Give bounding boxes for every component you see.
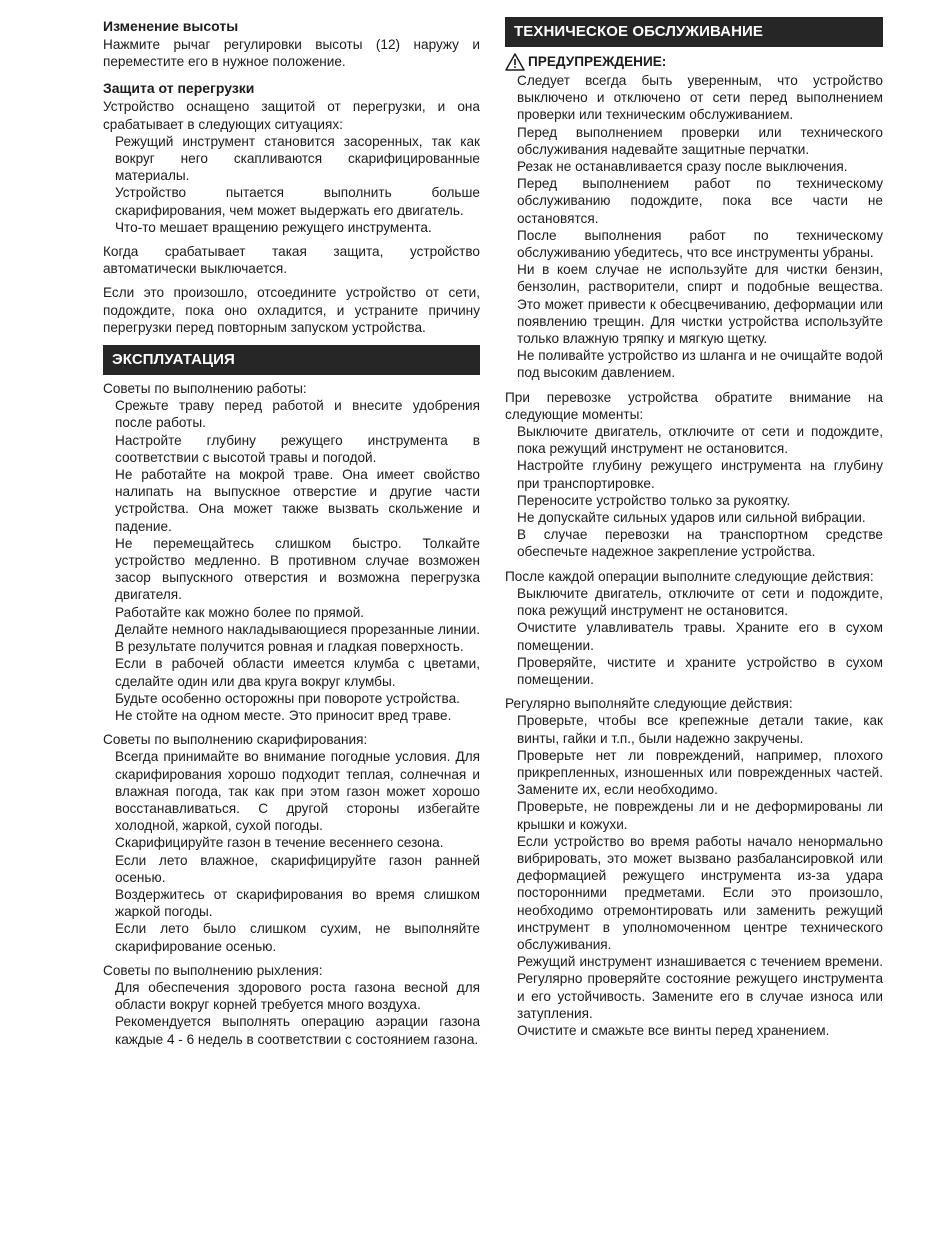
- list-item: Не допускайте сильных ударов или сильной вибрации.: [517, 510, 866, 526]
- list-item: Всегда принимайте во внимание погодные условия. Для скарифирования хорошо подходит теплая, солнечная и влажная погода, так как при этом газон может хорошо восстанавливаться. С другой стороны избегайте холодной, жаркой, сухой погоды.: [115, 749, 480, 834]
- list-item: Если устройство во время работы начало ненормально вибрировать, это может вызвано разбалансировкой или деформацией режущего инструмента из-за удара посторонними предметами. Если это произошло, необходимо отремонтировать или заменить режущий инструмент в уполномоченном центре технического обслуживания.: [517, 833, 883, 952]
- overload-intro: Устройство оснащено защитой от перегрузки, и она срабатывает в следующих ситуациях:: [103, 99, 480, 132]
- list-item: Не работайте на мокрой траве. Она имеет свойство налипать на выпускное отверстие и другие части устройства. Она может также вызвать скольжение и падение.: [115, 467, 480, 534]
- list-item: Если лето было слишком сухим, не выполняйте скарифирование осенью.: [115, 921, 480, 954]
- left-column: [103, 17, 480, 1048]
- list-item: Если лето влажное, скарифицируйте газон ранней осенью.: [115, 852, 480, 885]
- height-adjust-heading: Изменение высоты: [103, 18, 239, 34]
- list-item: Ни в коем случае не используйте для чистки бензин, бензолин, растворители, спирт и подобные вещества. Это может привести к обесцвечиванию, деформации или появлению трещин. Для чистки устройства используйте только влажную тряпку и мягкую щетку.: [517, 262, 883, 347]
- list-item: Переносите устройство только за рукоятку.: [517, 492, 791, 508]
- list-item: Очистите и смажьте все винты перед хранением.: [517, 1022, 830, 1038]
- list-item: Настройте глубину режущего инструмента в соответствии с высотой травы и погодой.: [115, 432, 480, 465]
- overload-paragraph: Когда срабатывает такая защита, устройство автоматически выключается.: [103, 244, 480, 277]
- work-tips-intro: Советы по выполнению работы:: [103, 381, 307, 397]
- list-item: Выключите двигатель, отключите от сети и подождите, пока режущий инструмент не остановится.: [517, 424, 883, 457]
- list-item: Рекомендуется выполнять операцию аэрации газона каждые 4 - 6 недель в соответствии с состоянием газона.: [115, 1014, 480, 1047]
- list-item: Следует всегда быть уверенным, что устройство выключено и отключено от сети перед выполнением проверки или техническим обслуживанием.: [517, 73, 883, 123]
- loosen-tips-intro: Советы по выполнению рыхления:: [103, 962, 323, 978]
- list-item: Устройство пытается выполнить больше скарифирования, чем может выдержать его двигатель.: [115, 185, 480, 218]
- list-item: Работайте как можно более по прямой.: [115, 604, 365, 620]
- list-item: Настройте глубину режущего инструмента на глубину при транспортировке.: [517, 458, 883, 491]
- transport-intro: При перевозке устройства обратите внимание на следующие моменты:: [505, 389, 883, 422]
- list-item: Не поливайте устройство из шланга и не очищайте водой под высоким давлением.: [517, 348, 883, 381]
- overload-paragraph: Если это произошло, отсоедините устройство от сети, подождите, пока оно охладится, и устраните причину перегрузки перед повторным запуском устройства.: [103, 285, 480, 335]
- warning-triangle-icon: [505, 53, 525, 71]
- list-item: Не стойте на одном месте. Это приносит вред траве.: [115, 707, 452, 723]
- list-item: Будьте особенно осторожны при повороте устройства.: [115, 690, 460, 706]
- height-adjust-text: Нажмите рычаг регулировки высоты (12) наружу и переместите его в нужное положение.: [103, 37, 480, 70]
- list-item: Срежьте траву перед работой и внесите удобрения после работы.: [115, 398, 480, 431]
- warning-label: ПРЕДУПРЕЖДЕНИЕ:: [528, 54, 667, 69]
- list-item: Делайте немного накладывающиеся прорезанные линии. В результате получится ровная и гладкая поверхность.: [115, 621, 480, 655]
- warning-heading: [505, 52, 883, 72]
- list-item: Проверьте, не повреждены ли и не деформированы ли крышки и кожухи.: [517, 799, 883, 832]
- list-item: Перед выполнением работ по техническому обслуживанию подождите, пока все части не остановятся.: [517, 176, 883, 226]
- list-item: Скарифицируйте газон в течение весеннего сезона.: [115, 835, 444, 851]
- after-operation-intro: После каждой операции выполните следующие действия:: [505, 568, 874, 584]
- list-item: Воздержитесь от скарифирования во время слишком жаркой погоды.: [115, 886, 480, 920]
- scarify-tips-intro: Советы по выполнению скарифирования:: [103, 732, 368, 748]
- overload-heading: Защита от перегрузки: [103, 80, 255, 97]
- list-item: Режущий инструмент становится засоренных, так как вокруг него скапливаются скарифицированные материалы.: [115, 133, 480, 184]
- maintenance-section-header: ТЕХНИЧЕСКОЕ ОБСЛУЖИВАНИЕ: [505, 17, 883, 47]
- list-item: Резак не останавливается сразу после выключения.: [517, 159, 848, 175]
- list-item: Не перемещайтесь слишком быстро. Толкайте устройство медленно. В противном случае возможен засор выпускного отверстия и возможна перегрузка двигателя.: [115, 535, 480, 603]
- list-item: Проверьте нет ли повреждений, например, плохого прикрепленных, изношенных или поврежденных частей. Замените их, если необходимо.: [517, 747, 883, 798]
- regular-actions-intro: Регулярно выполняйте следующие действия:: [505, 696, 793, 712]
- right-column: [505, 17, 883, 1039]
- operation-section-header: ЭКСПЛУАТАЦИЯ: [103, 345, 480, 375]
- list-item: Для обеспечения здорового роста газона весной для области вокруг корней требуется много воздуха.: [115, 979, 480, 1013]
- list-item: Перед выполнением проверки или технического обслуживания надевайте защитные перчатки.: [517, 124, 883, 157]
- list-item: В случае перевозки на транспортном средстве обеспечьте надежное закрепление устройства.: [517, 527, 883, 560]
- list-item: Выключите двигатель, отключите от сети и подождите, пока режущий инструмент не остановится.: [517, 585, 883, 619]
- list-item: Режущий инструмент изнашивается с течением времени. Регулярно проверяйте состояние режущего инструмента и его устойчивость. Замените его в случае износа или затупления.: [517, 954, 883, 1021]
- list-item: Проверяйте, чистите и храните устройство в сухом помещении.: [517, 654, 883, 687]
- list-item: Если в рабочей области имеется клумба с цветами, сделайте один или два круга вокруг клумбы.: [115, 656, 480, 689]
- list-item: Проверьте, чтобы все крепежные детали такие, как винты, гайки и т.п., были надежно закручены.: [517, 713, 883, 746]
- list-item: Что-то мешает вращению режущего инструмента.: [115, 219, 432, 235]
- list-item: После выполнения работ по техническому обслуживанию убедитесь, что все инструменты убраны.: [517, 227, 883, 261]
- list-item: Очистите улавливатель травы. Храните его в сухом помещении.: [517, 620, 883, 653]
